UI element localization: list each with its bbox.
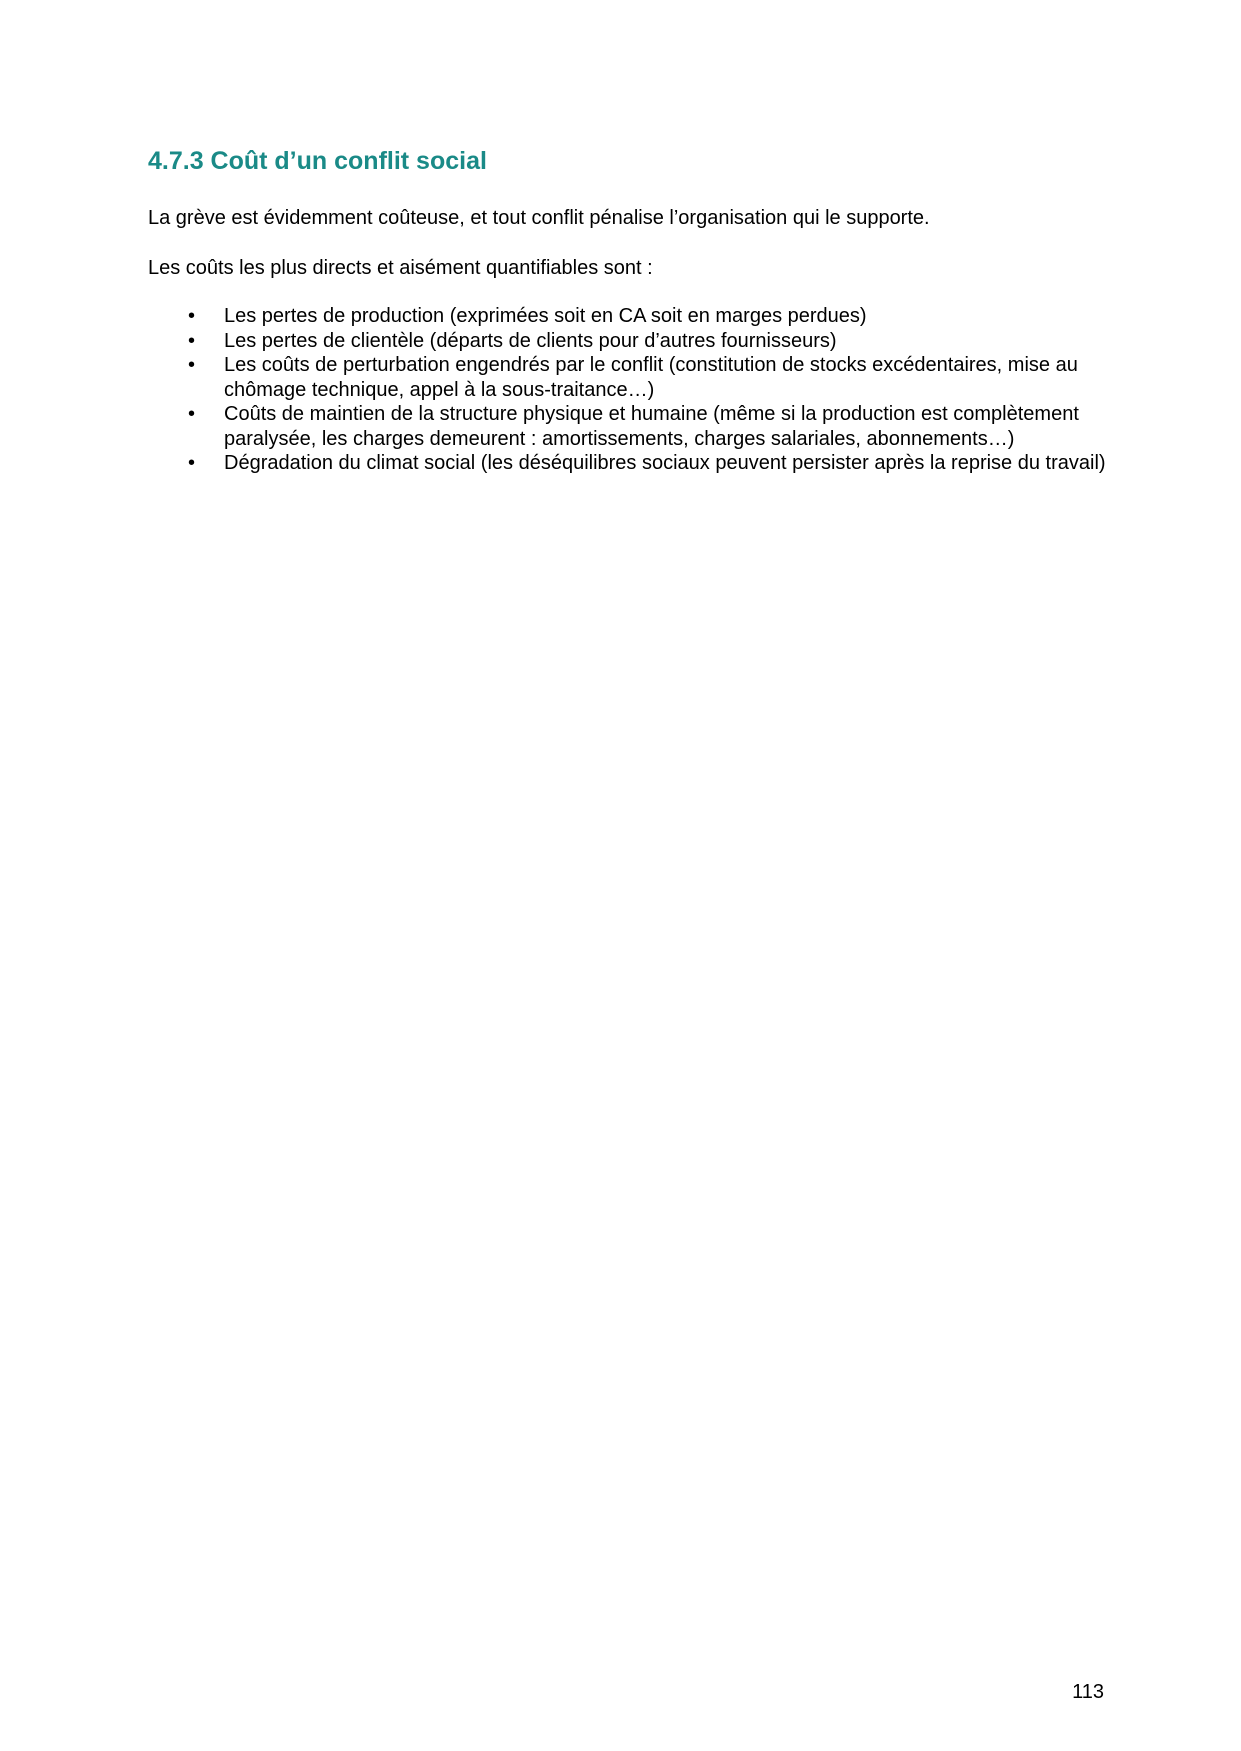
bullet-icon: • [188, 329, 196, 352]
list-item-text: Les coûts de perturbation engendrés par le conflit (constitution de stocks excédentaires, mise au chômage technique, appel à la sous-traitance…) [224, 354, 1078, 401]
intro-paragraph: La grève est évidemment coûteuse, et tout conflit pénalise l’organisation qui le supporte. [148, 207, 930, 229]
list-item-text: Les pertes de clientèle (départs de clients pour d’autres fournisseurs) [224, 329, 837, 352]
bullet-icon: • [188, 305, 196, 327]
page-number: 113 [1072, 1681, 1104, 1703]
cost-bullet-list [148, 304, 1108, 476]
section-heading: 4.7.3 Coût d’un conflit social [148, 147, 487, 175]
bullet-icon: • [188, 403, 196, 425]
list-item-text: Coûts de maintien de la structure physique et humaine (même si la production est complètement paralysée, les charges demeurent : amortissements, charges salariales, abonnements…) [224, 403, 1079, 450]
bullet-icon: • [188, 354, 196, 376]
list-item [148, 402, 1108, 451]
list-item [148, 329, 1108, 354]
bullet-icon: • [188, 452, 196, 474]
list-item [148, 353, 1108, 402]
list-item [148, 304, 1108, 329]
list-item [148, 451, 1108, 476]
list-item-text: Dégradation du climat social (les déséquilibres sociaux peuvent persister après la reprise du travail) [224, 452, 1106, 474]
list-item-text: Les pertes de production (exprimées soit en CA soit en marges perdues) [224, 305, 867, 327]
list-lead-paragraph: Les coûts les plus directs et aisément quantifiables sont : [148, 257, 653, 279]
